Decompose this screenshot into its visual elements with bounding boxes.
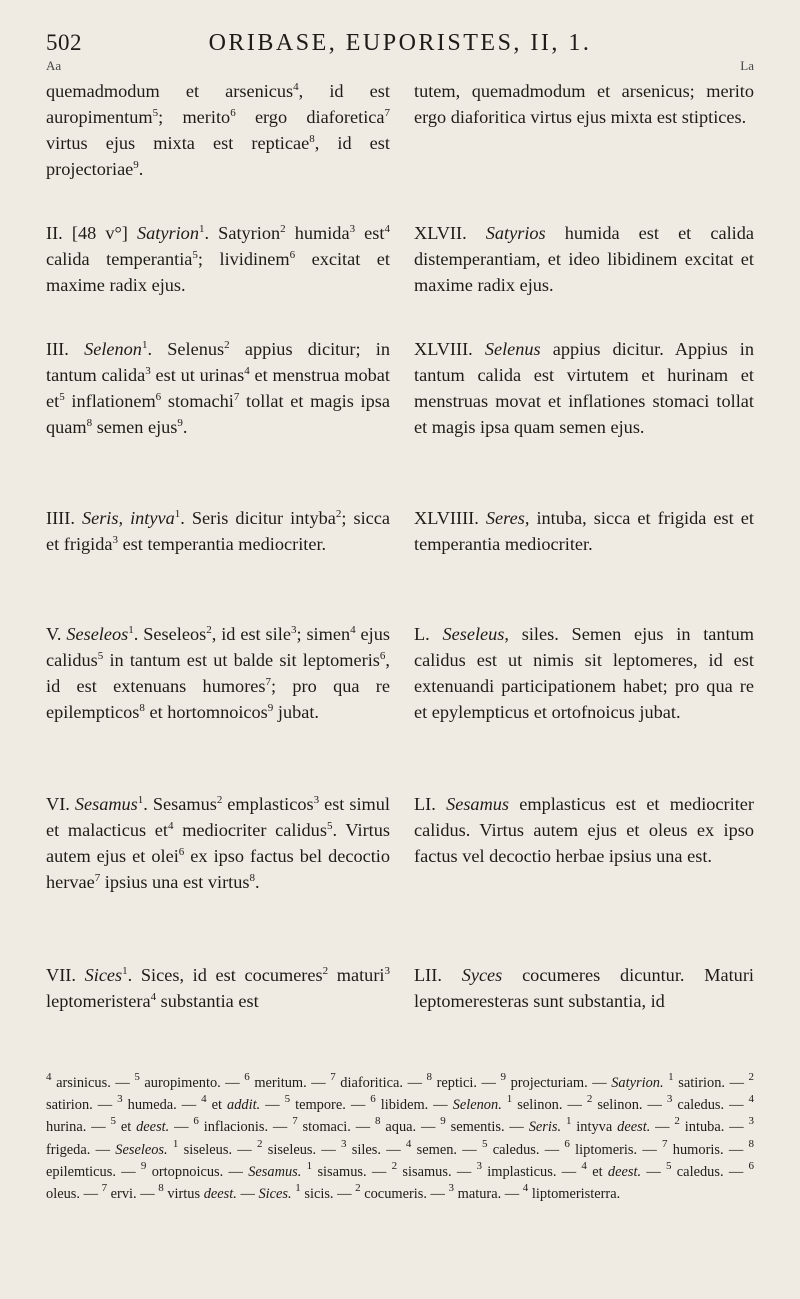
left-section: [46, 220, 390, 298]
left-section: [46, 621, 390, 725]
left-section: [46, 505, 390, 557]
footnotes: $^4$ arsinicus. — $^5$ auropimento. — $^6$ meritum. — $^7$ diaforitica. — $^8$ reptici. — $^9$ projecturiam. — Satyrion. $^1$ satirion. — $^2$ satirion. — $^3$ humeda. — $^4$ et addit. — $^5$ tempore. — $^6$ libidem. — Selenon. $^1$ selinon. — $^2$ selinon. — $^3$ caledus. — $^4$ hurina. — $^5$ et deest. — $^6$ inflacionis. — $^7$ stomaci. — $^8$ aqua. — $^9$ sementis. — Seris. $^1$ intyva deest. — $^2$ intuba. — $^3$ frigeda. — Seseleos. $^1$ siseleus. — $^2$ siseleus. — $^3$ siles. — $^4$ semen. — $^5$ caledus. — $^6$ liptomeris. — $^7$ humoris. — $^8$ epilemticus. — $^9$ ortopnoicus. — Sesamus. $^1$ sisamus. — $^2$ sisamus. — $^3$ implasticus. — $^4$ et deest. — $^5$ caledus. — $^6$ oleus. — $^7$ ervi. — $^8$ virtus deest. — Sices. $^1$ sicis. — $^2$ cocumeris. — $^3$ matura. — $^4$ liptomeristerra.: [46, 1071, 755, 1203]
signature-mark-right: La: [740, 58, 754, 73]
signature-mark-left: Aa: [46, 58, 62, 73]
section-text: quemadmodum et arsenicus$^4$, id est auropimentum$^5$; merito$^6$ ergo diaforetica$^7$ virtus ejus mixta est repticae$^8$, id est projectoriae$^9$.: [46, 81, 390, 180]
running-head: ORIBASE, EUPORISTES, II, 1.: [208, 30, 592, 56]
section-text: L. Seseleus, siles. Semen ejus in tantum calidus est ut nimis sit leptomeres, id est extenuandi participationem habet; pro qua re et epylempticus et ortofnoicus jubat.: [414, 624, 754, 723]
left-section: [46, 962, 390, 1014]
left-section: [46, 336, 390, 440]
page-number: 502: [46, 30, 82, 55]
section-text: XLVIIII. Seres, intuba, sicca et frigida est et temperantia mediocriter.: [414, 508, 755, 555]
left-section: [46, 791, 390, 895]
section-text: III. Selenon$^1$. Selenus$^2$ appius dicitur; in tantum calida$^3$ est ut urinas$^4$ et menstrua mobat $et^5$ inflationem$^6$ stomachi$^7$ tollat et magis ipsa quam$^8$ semen ejus$^9$.: [46, 339, 391, 438]
section-text: IIII. Seris, intyva$^1$. Seris dicitur intyba$^2$; sicca et frigida$^3$ est temperantia mediocriter.: [46, 508, 391, 555]
section-text: XLVII. Satyrios humida est et calida distemperantiam, et ideo libidinem excitat et maxime radix ejus.: [414, 223, 754, 296]
section-text: VII. Sices$^1$. Sices, id est cocumeres$^2$ maturi$^3$ leptomeristera$^4$ substantia est: [46, 965, 390, 1012]
section-text: LI. Sesamus emplasticus est et mediocriter calidus. Virtus autem ejus et oleus ex ipso factus vel decoctio herbae ipsius una est.: [414, 794, 754, 867]
left-section: [46, 78, 390, 182]
right-section: [414, 220, 754, 298]
section-text: XLVIII. Selenus appius dicitur. Appius in tantum calida est virtutem et hurinam et menstruas movat et inflationes stomaci tollat et magis ipsa quam semen ejus.: [414, 339, 755, 438]
section-text: V. Seseleos$^1$. Seseleos$^2$, id est sile$^3$; simen$^4$ ejus calidus$^5$ in tantum est ut balde sit leptomeris$^6$, id est extenuans humores$^7$; pro qua re epilempticos$^8$ et hortomnoicos$^9$ jubat.: [46, 624, 390, 723]
section-text: VI. Sesamus$^1$. Sesamus$^2$ emplasticos$^3$ est simul et malacticus $et^4$ mediocriter calidus$^5$. Virtus autem ejus et olei$^6$ ex ipso factus bel decoctio hervae$^7$ ipsius una est virtus$^8$.: [46, 794, 391, 893]
section-text: II. [48 v°] Satyrion$^1$. Satyrion$^2$ humida$^3$ est$^4$ calida temperantia$^5$; lividinem$^6$ excitat et maxime radix ejus.: [46, 223, 390, 296]
section-text: tutem, quemadmodum et arsenicus; merito ergo diaforitica virtus ejus mixta est stiptices.: [414, 81, 754, 128]
page-header: [46, 30, 754, 64]
right-section: [414, 505, 754, 557]
section-text: LII. Syces cocumeres dicuntur. Maturi leptomeresteras sunt substantia, id: [414, 965, 754, 1012]
right-section: [414, 962, 754, 1014]
right-section: [414, 621, 754, 725]
right-section: [414, 791, 754, 869]
right-section: [414, 78, 754, 130]
right-section: [414, 336, 754, 440]
